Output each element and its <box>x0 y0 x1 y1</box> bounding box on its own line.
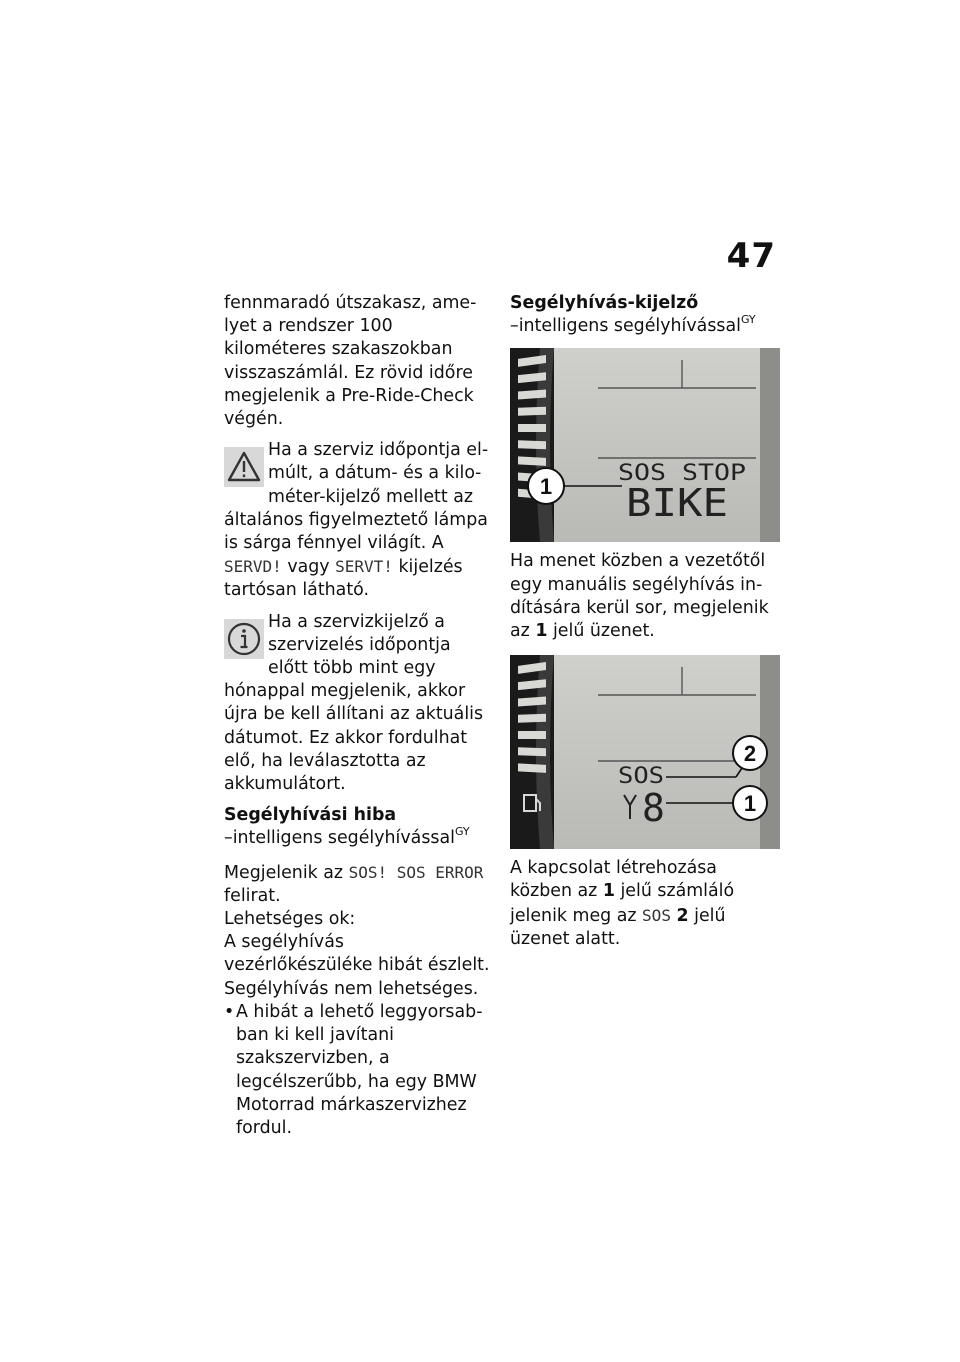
bullet-list <box>224 1001 492 1140</box>
list-item: • A hibát a lehető leggyorsabban ki kell javítani szakszervizben, a legcélszerűbb, ha egy BMW Motorrad márkaszervizhez fordul. <box>224 1001 492 1140</box>
intro-paragraph: fennmaradó útszakasz, amelyet a rendszer 100 kilométeres szakaszokban visszaszámlál. Ez rövid időre megjelenik a Pre-Ride-Check végén. <box>224 293 477 430</box>
sos-counter-display-image <box>510 655 780 849</box>
info-block <box>224 611 492 797</box>
display2-callout-1: 1 <box>743 791 757 817</box>
code-servt: SERVT! <box>335 557 393 577</box>
display1-callout: 1 <box>539 474 553 500</box>
possible-cause-label: Lehetséges ok: <box>224 909 356 930</box>
sos-stop-display-image <box>510 348 780 542</box>
error-subheading: –intelligens segélyhívással$^{GY}$ <box>224 825 470 849</box>
display1-line2: BIKE <box>626 481 728 526</box>
code-servd: SERVD! <box>224 557 282 577</box>
display1-line1: SOS STOP <box>618 461 746 487</box>
caption-1: Ha menet közben a vezetőtől egy manuális segélyhívás indítására kerül sor, megjelenik az 1 jelű üzenet. <box>510 551 769 642</box>
info-paragraph: Ha a szervizkijelző a szervizelés időpontja előtt több mint egy hónappal megjelenik, akkor újra be kell állítani az aktuális dátumot. Ez akkor fordulhat elő, ha leválasztotta az akkumulátort. <box>224 611 484 795</box>
cause-paragraph: A segélyhívás vezérlőkészüléke hibát észlelt. Segélyhívás nem lehetséges. <box>224 932 490 999</box>
right-column <box>510 292 780 959</box>
error-heading: Segélyhívási hiba <box>224 805 397 826</box>
display2-line2: 8 <box>642 786 665 831</box>
display2-callout-2: 2 <box>743 741 757 767</box>
warning-block <box>224 439 492 602</box>
page-number: 47 <box>726 236 776 276</box>
warning-triangle-icon <box>224 447 264 487</box>
info-icon <box>224 619 264 659</box>
warning-paragraph: Ha a szerviz időpontja elmúlt, a dátum- és a kilométer-kijelző mellett az általános figyelmeztető lámpa is sárga fénnyel világít. A SERVD! vagy SERVT! kijelzés tartósan látható. <box>224 440 489 601</box>
display2-line1: SOS <box>618 764 664 790</box>
code-sos: SOS <box>642 905 671 925</box>
left-column <box>224 292 492 1140</box>
appears-paragraph: Megjelenik az SOS! SOS ERROR felirat. <box>224 862 484 906</box>
display-heading: Segélyhívás-kijelző <box>510 293 699 313</box>
display-subheading: –intelligens segélyhívással$^{GY}$ <box>510 313 756 337</box>
caption-2: A kapcsolat létrehozása közben az 1 jelű számláló jelenik meg az SOS 2 jelű üzenet alatt. <box>510 858 735 949</box>
code-sos-error: SOS! SOS ERROR <box>348 862 484 882</box>
